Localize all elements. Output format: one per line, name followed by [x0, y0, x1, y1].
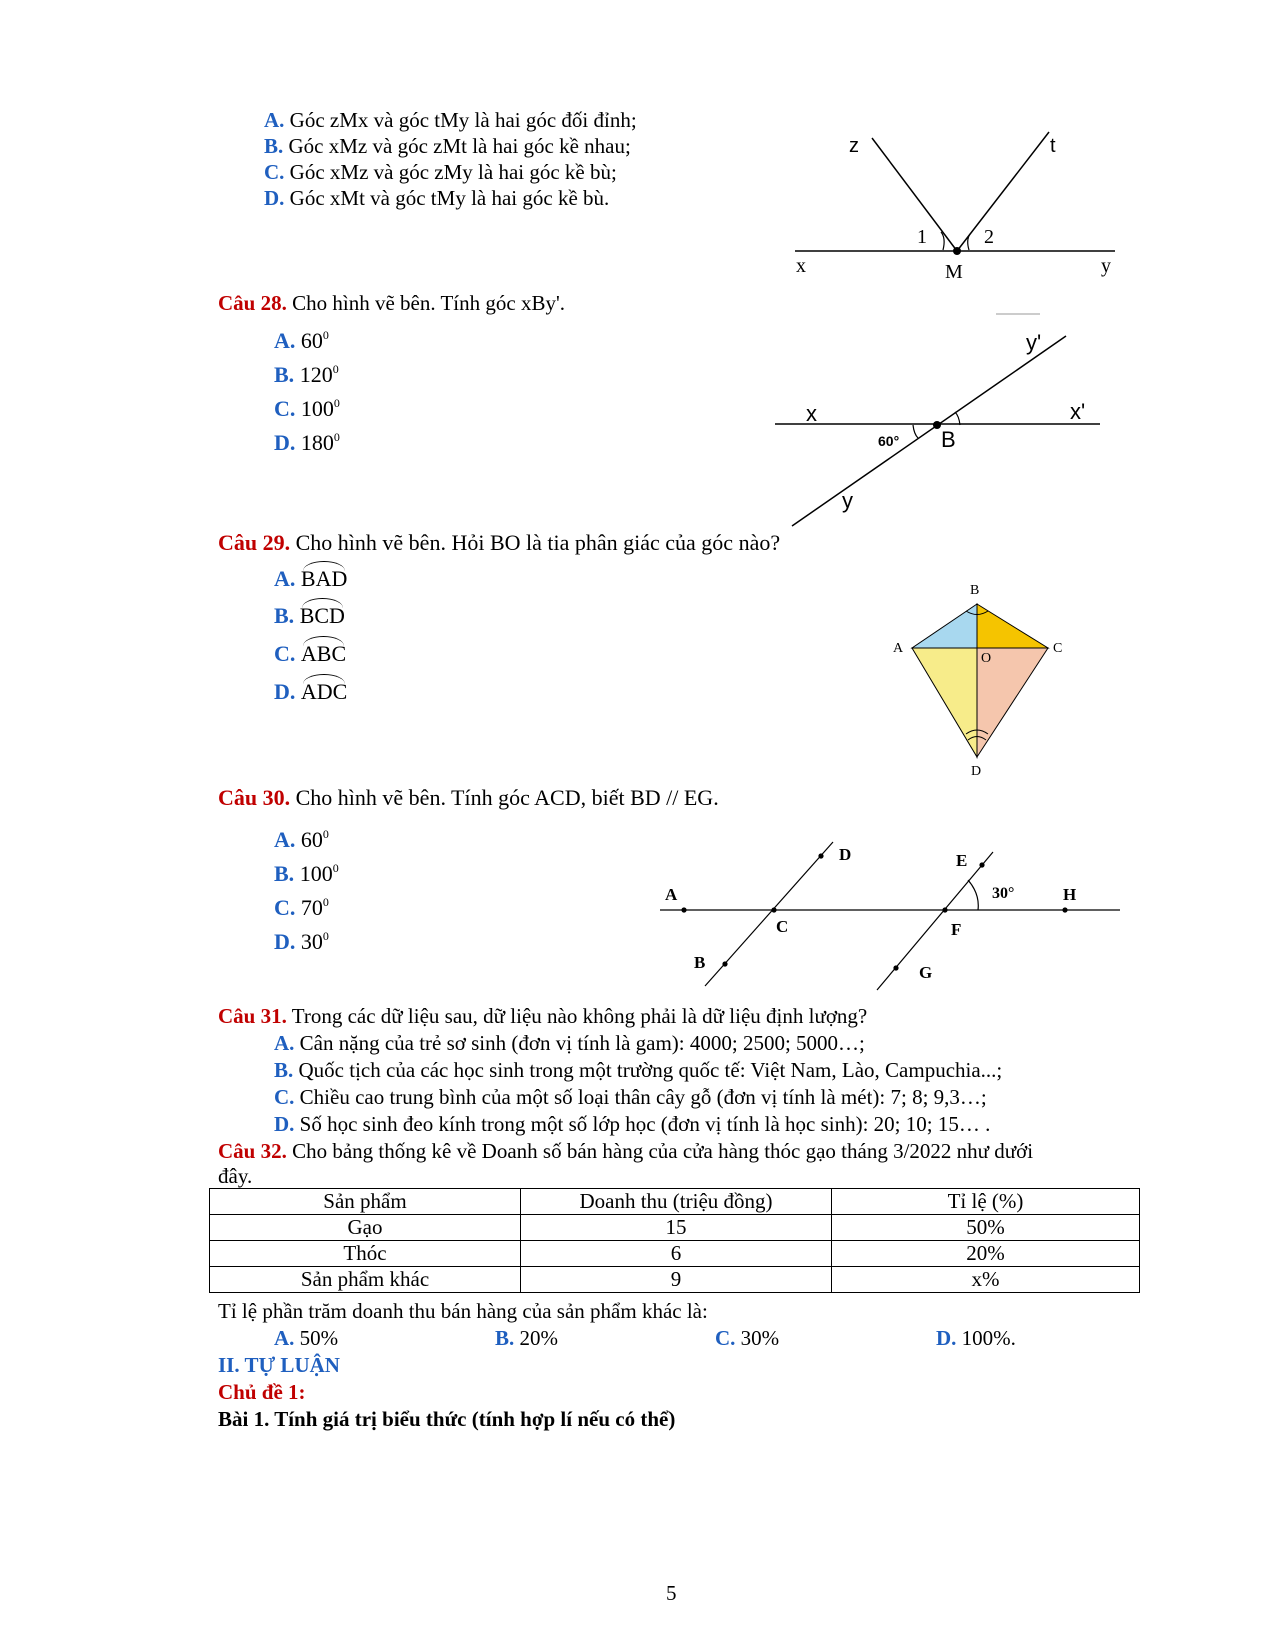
- q27-label-m: M: [945, 261, 963, 283]
- table-cell: 50%: [832, 1215, 1140, 1241]
- q29-label-a: A: [893, 641, 904, 656]
- q32-question: Tỉ lệ phần trăm doanh thu bán hàng của sản phẩm khác là:: [218, 1299, 708, 1323]
- q27-option-a: A. Góc zMx và góc tMy là hai góc đối đỉnh;: [264, 108, 637, 132]
- table-header: Sản phẩm: [210, 1189, 521, 1215]
- q28-option-c: C. $100^0$: [274, 396, 340, 421]
- table-cell: 9: [521, 1267, 832, 1293]
- q32-stem-line2: đây.: [218, 1164, 253, 1188]
- q29-option-a: A. BAD: [274, 566, 348, 591]
- q31-option-d: D. Số học sinh đeo kính trong một số lớp học (đơn vị tính là học sinh): 20; 10; 15… .: [274, 1112, 991, 1136]
- q29-stem: Câu 29. Cho hình vẽ bên. Hỏi BO là tia phân giác của góc nào?: [218, 530, 781, 555]
- exercise-heading: Bài 1. Tính giá trị biểu thức (tính hợp lí nếu có thể): [218, 1407, 676, 1431]
- q28-label-x-prime: x': [1070, 399, 1086, 424]
- q28-label-x: x: [806, 401, 817, 426]
- q32-stem: Câu 32. Cho bảng thống kê về Doanh số bán hàng của cửa hàng thóc gạo tháng 3/2022 như dưới: [218, 1139, 1034, 1163]
- q29-label-c: C: [1053, 641, 1063, 656]
- table-row: [210, 1241, 1140, 1267]
- q29-option-b: B. BCD: [274, 603, 345, 628]
- q31-option-a: A. Cân nặng của trẻ sơ sinh (đơn vị tính là gam): 4000; 2500; 5000…;: [274, 1031, 865, 1055]
- q27-label-x: x: [796, 255, 806, 277]
- q29-option-c: C. ABC: [274, 641, 347, 666]
- q32-option-a: A. 50%: [274, 1326, 339, 1350]
- q30-label-d: D: [839, 845, 852, 864]
- q28-option-b: B. $120^0$: [274, 362, 339, 387]
- q32-option-b: B. 20%: [495, 1326, 559, 1350]
- table-row: [210, 1215, 1140, 1241]
- q27-option-b: B. Góc xMz và góc zMt là hai góc kề nhau;: [264, 134, 631, 158]
- table-cell: x%: [832, 1267, 1140, 1293]
- q28-option-d: D. $180^0$: [274, 430, 340, 455]
- table-cell: Sản phẩm khác: [210, 1267, 521, 1293]
- q27-option-c: C. Góc xMz và góc zMy là hai góc kề bù;: [264, 160, 617, 184]
- q30-stem: Câu 30. Cho hình vẽ bên. Tính góc ACD, biết BD // EG.: [218, 785, 719, 810]
- page-number: 5: [666, 1581, 677, 1605]
- section-heading: II. TỰ LUẬN: [218, 1353, 340, 1377]
- q30-option-a: A. $60^0$: [274, 827, 329, 852]
- q27-label-y: y: [1101, 255, 1111, 277]
- q28-label-b: B: [941, 427, 956, 452]
- q32-table: [209, 1188, 1140, 1293]
- q30-label-a: A: [665, 885, 678, 904]
- q32-option-c: C. 30%: [715, 1326, 780, 1350]
- table-header: Tỉ lệ (%): [832, 1189, 1140, 1215]
- q30-option-c: C. $70^0$: [274, 895, 329, 920]
- q30-label-h: H: [1063, 885, 1077, 904]
- table-header: Doanh thu (triệu đồng): [521, 1189, 832, 1215]
- q27-label-1: 1: [917, 226, 927, 248]
- q30-label-e: E: [956, 851, 968, 870]
- table-row: [210, 1267, 1140, 1293]
- q32-option-d: D. 100%.: [936, 1326, 1016, 1350]
- q30-label-b: B: [694, 953, 706, 972]
- q29-option-d: D. ADC: [274, 679, 348, 704]
- q27-label-t: t: [1050, 135, 1056, 157]
- q30-option-d: D. $30^0$: [274, 929, 329, 954]
- q30-label-c: C: [776, 917, 789, 936]
- topic-heading: Chủ đề 1:: [218, 1380, 306, 1404]
- q30-option-b: B. $100^0$: [274, 861, 339, 886]
- q30-label-g: G: [919, 963, 933, 982]
- q30-label-f: F: [951, 920, 962, 939]
- q28-stem: Câu 28. Cho hình vẽ bên. Tính góc xBy'.: [218, 291, 565, 315]
- q29-label-b: B: [970, 583, 980, 598]
- table-cell: 6: [521, 1241, 832, 1267]
- q29-label-o: O: [981, 651, 992, 666]
- q29-label-d: D: [971, 764, 982, 779]
- table-cell: Gạo: [210, 1215, 521, 1241]
- q31-stem: Câu 31. Trong các dữ liệu sau, dữ liệu nào không phải là dữ liệu định lượng?: [218, 1004, 868, 1028]
- table-cell: Thóc: [210, 1241, 521, 1267]
- q28-option-a: A. $60^0$: [274, 328, 329, 353]
- q28-label-60: 60°: [878, 433, 900, 449]
- table-header-row: [210, 1189, 1140, 1215]
- table-cell: 15: [521, 1215, 832, 1241]
- q31-option-c: C. Chiều cao trung bình của một số loại thân cây gỗ (đơn vị tính là mét): 7; 8; 9,3…;: [274, 1085, 987, 1109]
- q27-option-d: D. Góc xMt và góc tMy là hai góc kề bù.: [264, 186, 610, 210]
- q28-label-y-prime: y': [1026, 330, 1042, 355]
- q28-label-y: y: [842, 488, 853, 513]
- q31-option-b: B. Quốc tịch của các học sinh trong một trường quốc tế: Việt Nam, Lào, Campuchia...;: [274, 1058, 1003, 1082]
- q27-label-2: 2: [984, 226, 994, 248]
- table-cell: 20%: [832, 1241, 1140, 1267]
- q27-label-z: z: [849, 135, 859, 157]
- q30-label-30: 30°: [992, 885, 1015, 902]
